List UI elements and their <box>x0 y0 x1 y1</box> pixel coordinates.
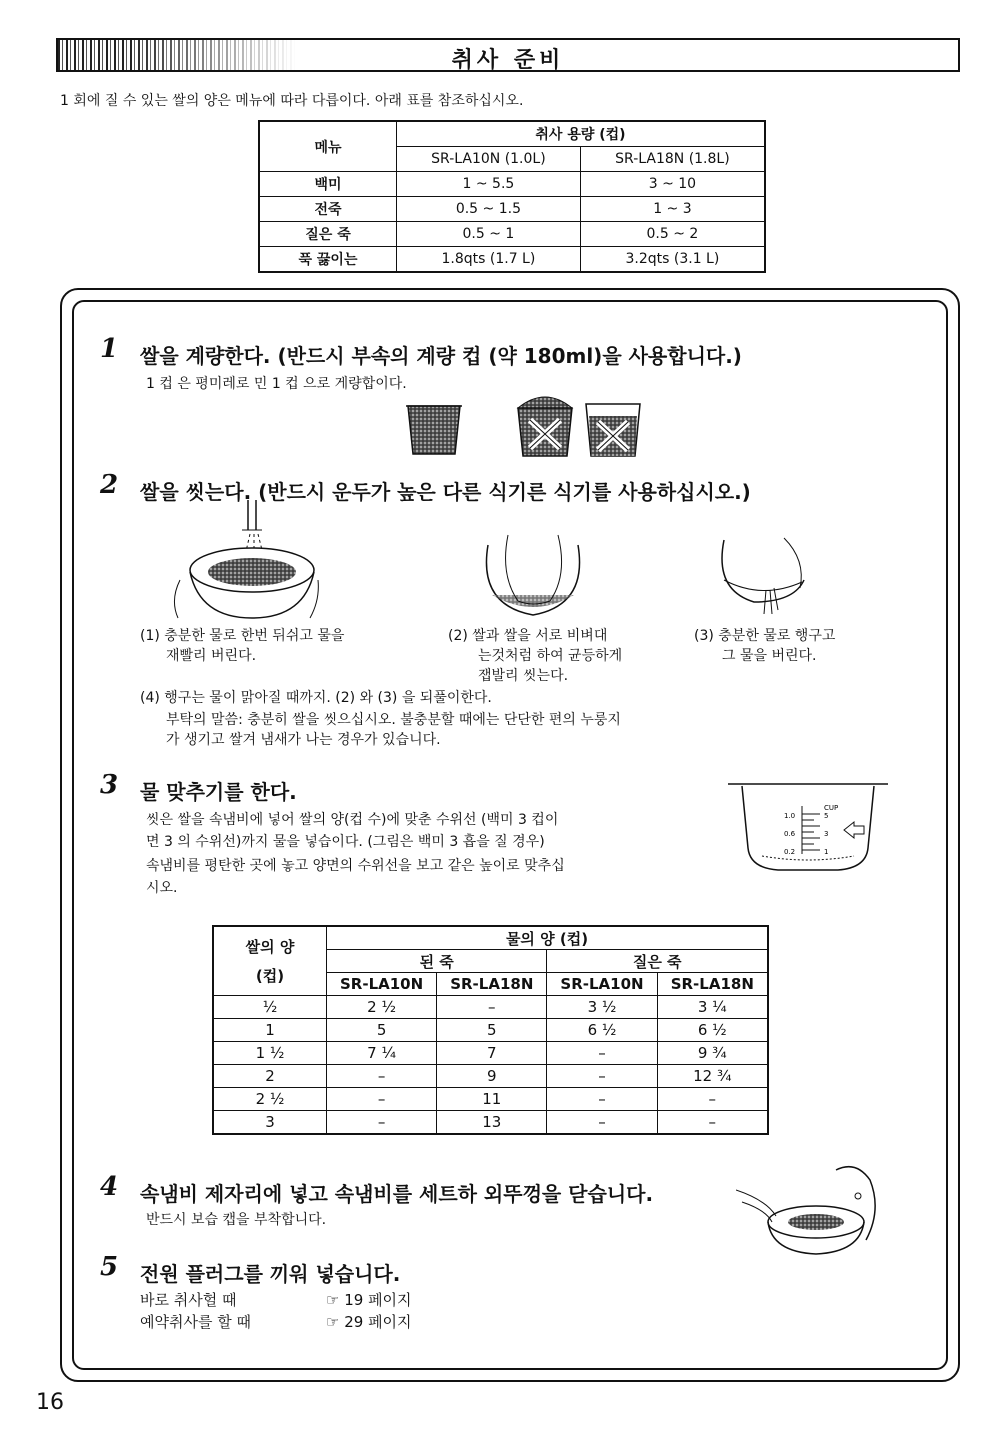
pot-1-label: 1 <box>824 848 829 856</box>
model-header: SR-LA10N <box>327 973 437 996</box>
table-cell: 3 <box>213 1111 327 1135</box>
menu-cell: 백미 <box>259 172 397 197</box>
page-number: 16 <box>36 1390 64 1415</box>
group-header: 된 죽 <box>327 950 547 973</box>
section-header <box>56 38 960 72</box>
table-cell: ½ <box>213 996 327 1019</box>
heaped-cup-wrong-icon <box>518 397 572 456</box>
table-cell: 7 <box>437 1042 547 1065</box>
step2-number: 2 <box>100 470 119 500</box>
step1-number: 1 <box>100 334 119 364</box>
table-row <box>259 247 765 273</box>
step3-line4: 시오. <box>146 880 178 896</box>
step2-note1: (4) 행구는 물이 맑아질 때까지. (2) 와 (3) 을 되풀이한다. <box>140 690 492 706</box>
drain-water-illustration <box>714 530 814 620</box>
pot-1-0-label: 1.0 <box>784 812 796 820</box>
insert-pot-illustration <box>736 1160 886 1270</box>
pot-5-label: 5 <box>824 812 829 820</box>
step1-title: 쌀을 계량한다. (반드시 부속의 계량 컵 (약 180ml)을 사용합니다.) <box>140 344 742 368</box>
table-row <box>213 1042 768 1065</box>
water-amount-header: 물의 양 (컵) <box>327 926 769 950</box>
pot-0-6-label: 0.6 <box>784 830 796 838</box>
table-cell: – <box>327 1111 437 1135</box>
table-cell: 11 <box>437 1088 547 1111</box>
intro-text: 1 회에 질 수 있는 쌀의 양은 메뉴에 따라 다릅이다. 아래 표를 참조하십시오. <box>60 93 524 109</box>
step4-number: 4 <box>100 1172 119 1202</box>
step3-title: 물 맞추기를 한다. <box>140 780 297 804</box>
value-cell: 3.2qts (3.1 L) <box>580 247 765 273</box>
step3-number: 3 <box>100 770 119 800</box>
step2-caption3-line1: (3) 충분한 물로 행구고 <box>694 628 836 644</box>
model-header: SR-LA18N <box>657 973 768 996</box>
table-cell: 13 <box>437 1111 547 1135</box>
step3-line2: 면 3 의 수위선)까지 물을 넣습이다. (그림은 백미 3 흡을 질 경우) <box>146 834 545 850</box>
step2-caption2-line1: (2) 쌀과 쌀을 서로 비벼대 <box>448 628 608 644</box>
table-row <box>213 1065 768 1088</box>
model-header: SR-LA10N <box>547 973 657 996</box>
model-header: SR-LA18N (1.8L) <box>580 147 765 172</box>
table-cell: 1 <box>213 1019 327 1042</box>
step2-note3: 가 생기고 쌀겨 냄새가 나는 경우가 있습니다. <box>166 732 441 748</box>
arrow-left-icon <box>844 822 864 838</box>
table-cell: 9 ¾ <box>657 1042 768 1065</box>
rice-amount-header-line2: (컵) <box>255 967 285 985</box>
table-cell: 5 <box>327 1019 437 1042</box>
table-cell: 3 ½ <box>547 996 657 1019</box>
step2-caption3-line2: 그 물을 버린다. <box>722 648 817 664</box>
step3-line1: 씻은 쌀을 속냄비에 넣어 쌀의 양(컵 수)에 맞춘 수위선 (백미 3 컵이 <box>146 812 559 828</box>
step2-caption1-line1: (1) 충분한 물로 한번 뒤쉬고 물을 <box>140 628 345 644</box>
table-cell: 2 ½ <box>213 1088 327 1111</box>
step2-title: 쌀을 씻는다. (반드시 운두가 높은 다른 식기른 식기를 사용하십시오.) <box>140 480 751 504</box>
table-cell: – <box>437 996 547 1019</box>
group-header: 질은 죽 <box>547 950 768 973</box>
value-cell: 1 ~ 5.5 <box>397 172 581 197</box>
pot-3-label: 3 <box>824 830 829 838</box>
table-cell: – <box>547 1065 657 1088</box>
step3-line3: 속냄비를 평탄한 곳에 놓고 양면의 수위선을 보고 같은 높이로 맞추십 <box>146 858 565 874</box>
table-cell: 6 ½ <box>547 1019 657 1042</box>
measuring-cup-illustration <box>400 394 670 464</box>
step4-title: 속냄비 제자리에 넣고 속냄비를 세트하 외뚜껑을 닫습니다. <box>140 1182 654 1206</box>
step5-number: 5 <box>100 1252 119 1282</box>
rinse-bowl-illustration <box>170 500 320 620</box>
table-cell: – <box>547 1042 657 1065</box>
table-row <box>213 1019 768 1042</box>
rice-amount-header-line1: 쌀의 양 <box>245 938 295 956</box>
table-cell: 7 ¼ <box>327 1042 437 1065</box>
rub-rice-illustration <box>478 515 588 625</box>
step2-note2: 부탁의 말씀: 충분히 쌀을 씻으십시오. 불충분할 때에는 단단한 편의 누룽지 <box>166 712 621 728</box>
table-row <box>213 996 768 1019</box>
inner-pot-waterline-illustration <box>728 778 888 878</box>
table-cell: – <box>657 1111 768 1135</box>
rice-amount-header <box>213 926 327 996</box>
value-cell: 0.5 ~ 1.5 <box>397 197 581 222</box>
step2-caption2-line2: 는것처럼 하여 균등하게 <box>478 648 623 664</box>
underfilled-cup-wrong-icon <box>586 404 640 456</box>
page-title: 취사 준비 <box>451 48 565 72</box>
value-cell: 3 ~ 10 <box>580 172 765 197</box>
capacity-header: 취사 용량 (컵) <box>397 121 766 147</box>
step5-row2-ref: ☞ 29 페이지 <box>326 1313 412 1331</box>
model-header: SR-LA18N <box>437 973 547 996</box>
step5-row1-ref: ☞ 19 페이지 <box>326 1291 412 1309</box>
step4-text: 반드시 보습 캡을 부착합니다. <box>146 1212 327 1228</box>
table-row <box>213 1088 768 1111</box>
model-header: SR-LA10N (1.0L) <box>397 147 581 172</box>
menu-cell: 푹 끓이는 <box>259 247 397 273</box>
menu-header: 메뉴 <box>259 121 397 172</box>
value-cell: 0.5 ~ 2 <box>580 222 765 247</box>
pot-cup-label: CUP <box>824 804 839 812</box>
step5-row1-label: 바로 취사헐 때 <box>140 1291 237 1309</box>
table-cell: 1 ½ <box>213 1042 327 1065</box>
table-cell: 2 <box>213 1065 327 1088</box>
step1-text: 1 컵 은 평미레로 민 1 컵 으로 게량합이다. <box>146 376 407 392</box>
table-row <box>259 197 765 222</box>
menu-cell: 질은 죽 <box>259 222 397 247</box>
value-cell: 0.5 ~ 1 <box>397 222 581 247</box>
table-row <box>259 172 765 197</box>
table-cell: 5 <box>437 1019 547 1042</box>
table-row <box>213 1111 768 1135</box>
table-cell: 3 ¼ <box>657 996 768 1019</box>
table-cell: 12 ¾ <box>657 1065 768 1088</box>
capacity-table <box>258 120 766 273</box>
step5-title: 전원 플러그를 끼워 넣습니다. <box>140 1262 401 1286</box>
table-cell: – <box>547 1111 657 1135</box>
pot-0-2-label: 0.2 <box>784 848 796 856</box>
step2-caption2-line3: 잽발리 씻는다. <box>478 668 569 684</box>
level-cup-icon <box>406 406 462 454</box>
water-amount-table <box>212 925 769 1135</box>
value-cell: 1 ~ 3 <box>580 197 765 222</box>
table-row <box>259 222 765 247</box>
menu-cell: 전죽 <box>259 197 397 222</box>
step5-row2-label: 예약취사를 할 때 <box>140 1313 251 1331</box>
table-cell: – <box>327 1065 437 1088</box>
step2-caption1-line2: 재빨리 버린다. <box>166 648 257 664</box>
table-cell: – <box>547 1088 657 1111</box>
table-cell: 9 <box>437 1065 547 1088</box>
table-cell: – <box>327 1088 437 1111</box>
value-cell: 1.8qts (1.7 L) <box>397 247 581 273</box>
table-cell: 6 ½ <box>657 1019 768 1042</box>
table-cell: – <box>657 1088 768 1111</box>
table-cell: 2 ½ <box>327 996 437 1019</box>
